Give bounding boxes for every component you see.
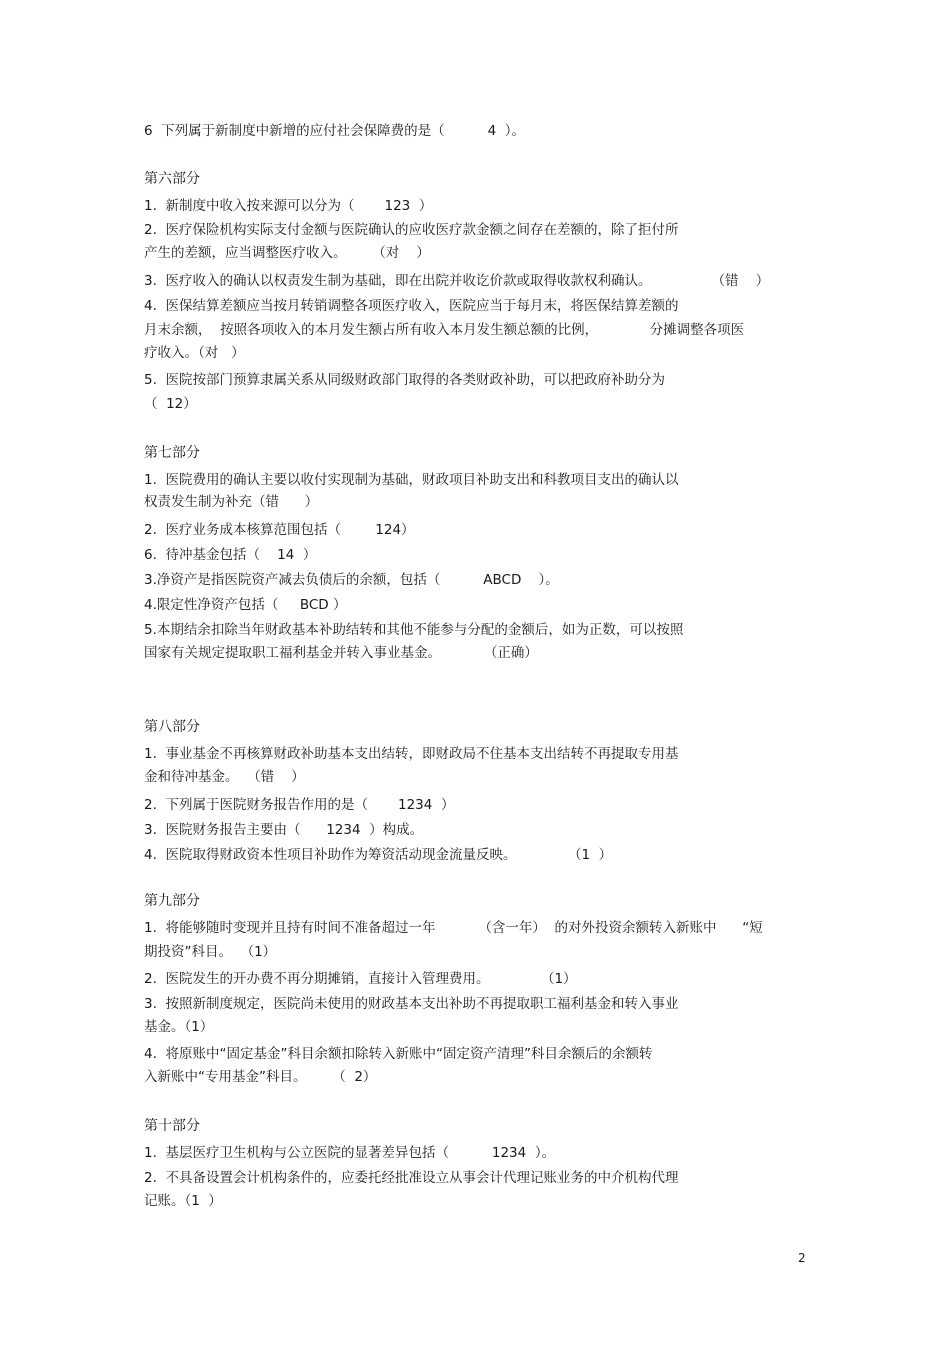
- question-line: （ 12）: [144, 396, 197, 412]
- question-line: 3.净资产是指医院资产减去负债后的余额，包括（ ABCD ）。: [144, 572, 559, 588]
- page-number: 2: [798, 1251, 806, 1265]
- section-heading-8: 第八部分: [144, 719, 200, 735]
- question-line: 1. 基层医疗卫生机构与公立医院的显著差异包括（ 1234 ）。: [144, 1145, 556, 1161]
- question-line: 6 下列属于新制度中新增的应付社会保障费的是（ 4 ）。: [144, 123, 526, 139]
- question-line: 1. 事业基金不再核算财政补助基本支出结转，即财政局不住基本支出结转不再提取专用基: [144, 746, 679, 762]
- question-line: 2. 医院发生的开办费不再分期摊销，直接计入管理费用。 （1）: [144, 971, 577, 987]
- question-line: 1. 将能够随时变现并且持有时间不准备超过一年 （含一年） 的对外投资余额转入新账中 “短: [144, 920, 763, 936]
- question-line: 6. 待冲基金包括（ 14 ）: [144, 547, 317, 563]
- question-line: 金和待冲基金。 （错 ）: [144, 769, 305, 785]
- question-line: 权责发生制为补充（错 ）: [144, 494, 319, 510]
- question-line: 2. 医疗保险机构实际支付金额与医院确认的应收医疗款金额之间存在差额的，除了拒付所: [144, 222, 679, 238]
- question-line: 记账。（1 ）: [144, 1193, 222, 1209]
- question-line: 入新账中“专用基金”科目。 （ 2）: [144, 1069, 377, 1085]
- question-line: 疗收入。（对 ）: [144, 345, 245, 361]
- question-line: 4. 医保结算差额应当按月转销调整各项医疗收入，医院应当于每月末，将医保结算差额的: [144, 298, 679, 314]
- question-line: 月末余额， 按照各项收入的本月发生额占所有收入本月发生额总额的比例， 分摊调整各项医: [144, 322, 745, 338]
- section-heading-7: 第七部分: [144, 445, 200, 461]
- question-line: 3. 医院财务报告主要由（ 1234 ）构成。: [144, 822, 424, 838]
- question-line: 2. 不具备设置会计机构条件的，应委托经批准设立从事会计代理记账业务的中介机构代理: [144, 1170, 679, 1186]
- section-heading-6: 第六部分: [144, 171, 200, 187]
- question-line: 国家有关规定提取职工福利基金并转入事业基金。 （正确）: [144, 645, 538, 661]
- question-line: 3. 按照新制度规定，医院尚未使用的财政基本支出补助不再提取职工福利基金和转入事业: [144, 996, 679, 1012]
- question-line: 1. 新制度中收入按来源可以分为（ 123 ）: [144, 198, 433, 214]
- question-line: 2. 下列属于医院财务报告作用的是（ 1234 ）: [144, 797, 455, 813]
- question-line: 4. 医院取得财政资本性项目补助作为筹资活动现金流量反映。 （1 ）: [144, 847, 613, 863]
- question-line: 基金。（1）: [144, 1019, 214, 1035]
- question-line: 5.本期结余扣除当年财政基本补助结转和其他不能参与分配的金额后，如为正数，可以按照: [144, 622, 684, 638]
- question-line: 4. 将原账中“固定基金”科目余额扣除转入新账中“固定资产清理”科目余额后的余额转: [144, 1046, 653, 1062]
- section-heading-9: 第九部分: [144, 893, 200, 909]
- question-line: 期投资”科目。 （1）: [144, 944, 277, 960]
- question-line: 5. 医院按部门预算隶属关系从同级财政部门取得的各类财政补助，可以把政府补助分为: [144, 372, 665, 388]
- question-line: 产生的差额，应当调整医疗收入。 （对 ）: [144, 245, 430, 261]
- question-line: 3. 医疗收入的确认以权责发生制为基础，即在出院并收讫价款或取得收款权利确认。 （错 ）: [144, 273, 770, 289]
- question-line: 4.限定性净资产包括（ BCD ）: [144, 597, 347, 613]
- section-heading-10: 第十部分: [144, 1118, 200, 1134]
- question-line: 2. 医疗业务成本核算范围包括（ 124）: [144, 522, 415, 538]
- question-line: 1. 医院费用的确认主要以收付实现制为基础，财政项目补助支出和科教项目支出的确认以: [144, 472, 679, 488]
